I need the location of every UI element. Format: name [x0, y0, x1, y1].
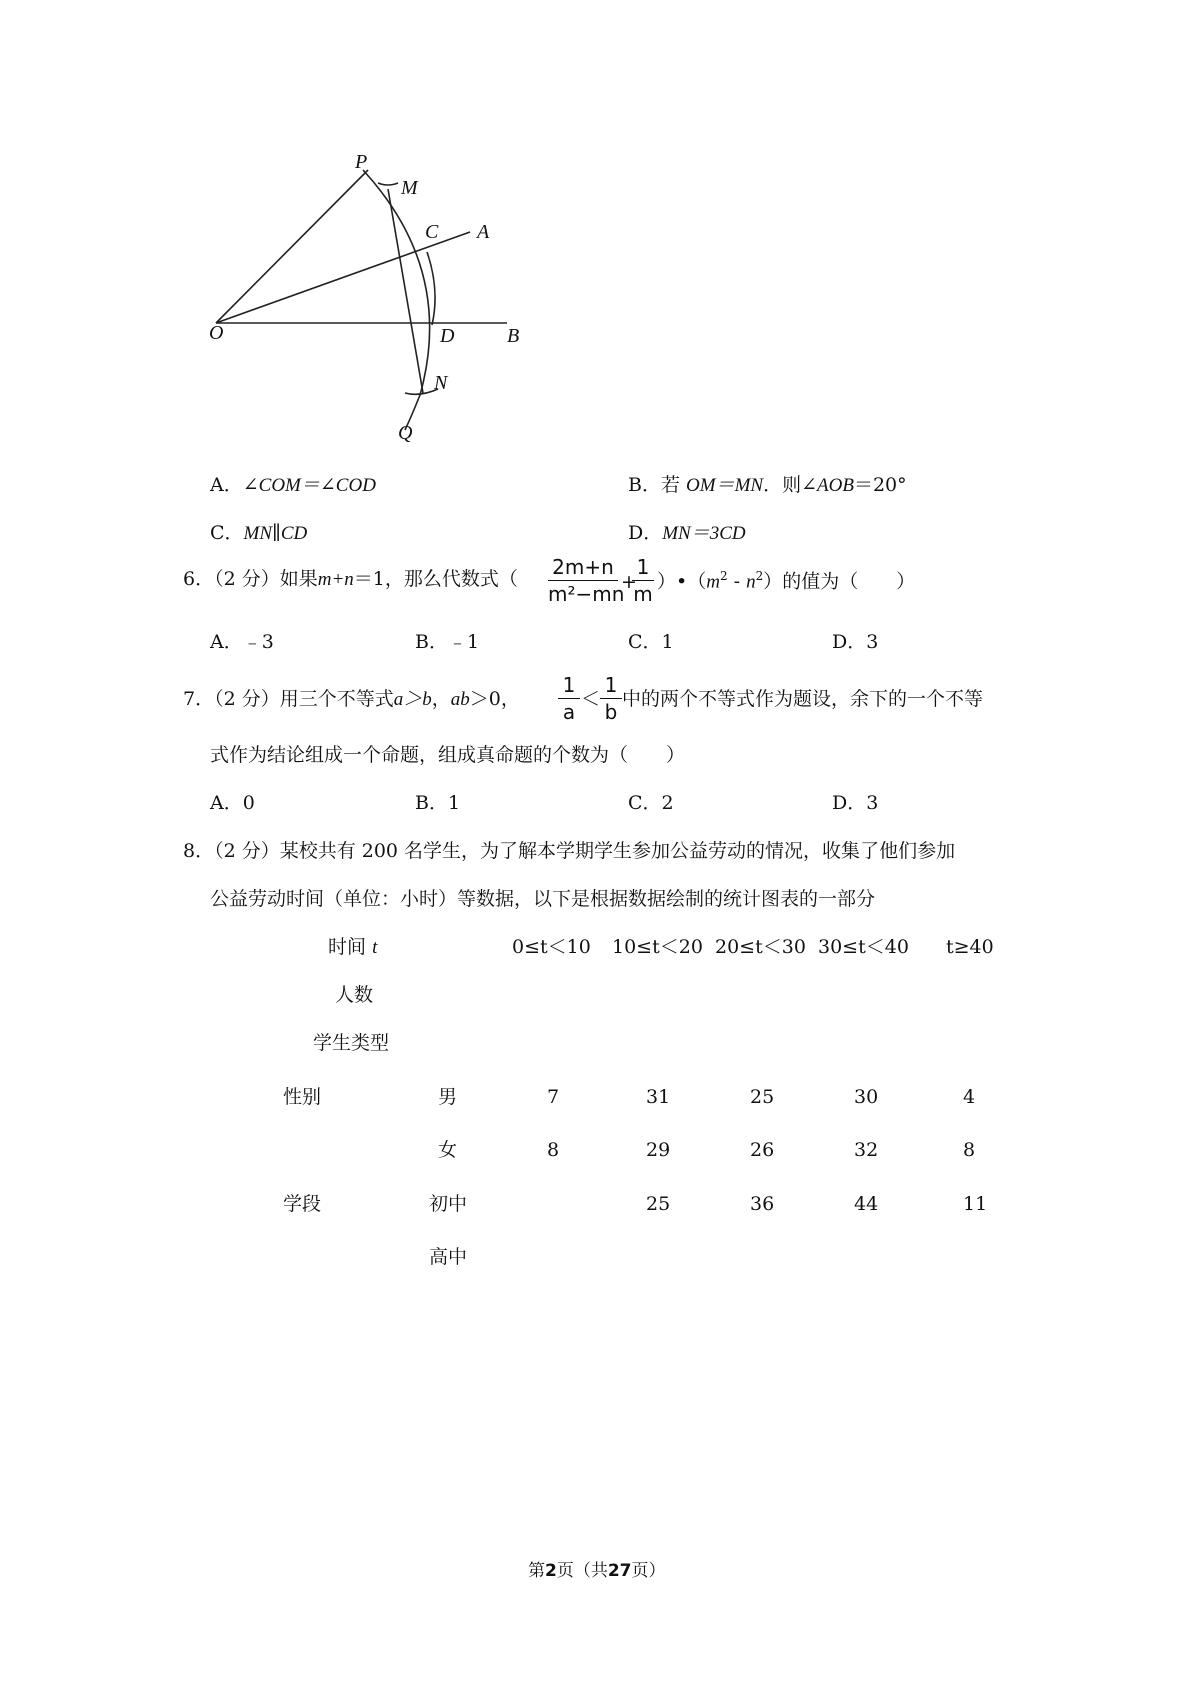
option-text-part: ＝20°: [853, 474, 907, 496]
table-range-5: t≥40: [946, 936, 994, 958]
table-cell: 8: [963, 1139, 976, 1161]
table-range-2: 10≤t＜20: [612, 936, 703, 958]
arc-mdn: [363, 170, 430, 430]
expression: m+n: [317, 569, 354, 590]
q7-option-a: A．0: [210, 792, 255, 814]
arc-cd: [427, 252, 435, 325]
table-header-type: 学生类型: [313, 1032, 390, 1054]
q8-line1: 8．（2 分）某校共有 200 名学生，为了解本学期学生参加公益劳动的情况，收集了他们参加: [183, 840, 956, 862]
ray-op: [216, 170, 368, 323]
label-a: A: [477, 221, 490, 243]
option-text-part: ．则∠: [763, 474, 817, 496]
label-o: O: [209, 322, 224, 344]
option-text: OM＝MN: [686, 475, 764, 496]
label-n: N: [434, 372, 448, 394]
q6-fraction-1: 2m+n m²−mn: [548, 555, 625, 606]
label-c: C: [425, 221, 439, 243]
table-sub-senior: 高中: [429, 1246, 468, 1268]
question-number: 7．（2 分）用三个不等式: [183, 688, 394, 710]
q8-line2: 公益劳动时间（单位：小时）等数据，以下是根据数据绘制的统计图表的一部分: [210, 888, 876, 910]
table-range-1: 0≤t＜10: [512, 936, 591, 958]
option-label: C．: [210, 522, 244, 544]
table-cell: 32: [854, 1139, 879, 1161]
option-text-part: AOB: [817, 475, 854, 496]
table-cell: 25: [750, 1086, 775, 1108]
q7-option-d: D．3: [832, 792, 879, 814]
label-q: Q: [398, 422, 413, 444]
table-range-3: 20≤t＜30: [715, 936, 806, 958]
page-footer: 第2页（共27页）: [528, 1561, 666, 1581]
table-cell: 31: [646, 1086, 671, 1108]
q5-option-b: [628, 476, 907, 495]
q6-option-c: C．1: [628, 631, 674, 653]
label-p: P: [355, 151, 368, 173]
option-text: ∠COM＝∠COD: [242, 475, 376, 496]
table-cell: 30: [854, 1086, 879, 1108]
table-cell: 25: [646, 1193, 671, 1215]
label-d: D: [440, 325, 455, 347]
label-b: B: [507, 325, 520, 347]
q5-option-c: [210, 524, 307, 543]
question-text: ＝1，那么代数式（: [353, 568, 518, 590]
q7-stem-tail: 中的两个不等式作为题设，余下的一个不等: [622, 688, 984, 710]
q7-lt: ＜: [581, 688, 601, 710]
q5-option-a: [210, 476, 376, 495]
question-number: 6．（2 分）如果: [183, 568, 318, 590]
q6-plus: +: [621, 571, 637, 593]
q7-option-b: B．1: [415, 792, 461, 814]
q7-line2: 式作为结论组成一个命题，组成真命题的个数为（ ）: [210, 744, 686, 766]
geometry-figure: [190, 140, 510, 440]
option-text: MN＝3CD: [662, 523, 746, 544]
table-sub-junior: 初中: [429, 1193, 468, 1215]
table-sub-female: 女: [438, 1139, 458, 1161]
table-header-count: 人数: [335, 984, 374, 1006]
arc-m-tick: [378, 183, 398, 185]
q6-stem-tail: ）$•(m^2 - n^2)$的值为（ ）: [657, 569, 916, 593]
q6-option-a: A．﹣3: [210, 631, 274, 653]
table-cell: 26: [750, 1139, 775, 1161]
table-range-4: 30≤t＜40: [818, 936, 909, 958]
q7-option-c: C．2: [628, 792, 674, 814]
q7-stem: 7．（2 分）用三个不等式a＞b，ab＞0，: [183, 688, 520, 710]
table-group-gender: 性别: [283, 1086, 322, 1108]
q7-fraction-a: 1 a: [558, 673, 580, 724]
table-cell: 11: [963, 1193, 988, 1215]
q6-option-d: D．3: [832, 631, 879, 653]
table-cell: 4: [963, 1086, 976, 1108]
q6-stem: [183, 570, 518, 589]
ray-oa: [216, 232, 470, 323]
table-header-time: 时间 t: [328, 936, 378, 958]
option-text: MN∥CD: [243, 523, 308, 544]
option-label: A．: [210, 474, 243, 496]
q6-fraction-2: 1 m: [633, 555, 653, 606]
q5-option-d: [628, 524, 746, 543]
option-label: B．若: [628, 474, 680, 496]
table-sub-male: 男: [438, 1086, 458, 1108]
label-m: M: [401, 177, 418, 199]
q7-fraction-b: 1 b: [600, 673, 622, 724]
table-cell: 7: [547, 1086, 560, 1108]
table-cell: 8: [547, 1139, 560, 1161]
table-cell: 44: [854, 1193, 879, 1215]
table-group-stage: 学段: [283, 1193, 322, 1215]
option-label: D．: [628, 522, 663, 544]
q6-option-b: B．﹣1: [415, 631, 480, 653]
table-cell: 29: [646, 1139, 671, 1161]
table-cell: 36: [750, 1193, 775, 1215]
segment-mn: [388, 189, 423, 393]
